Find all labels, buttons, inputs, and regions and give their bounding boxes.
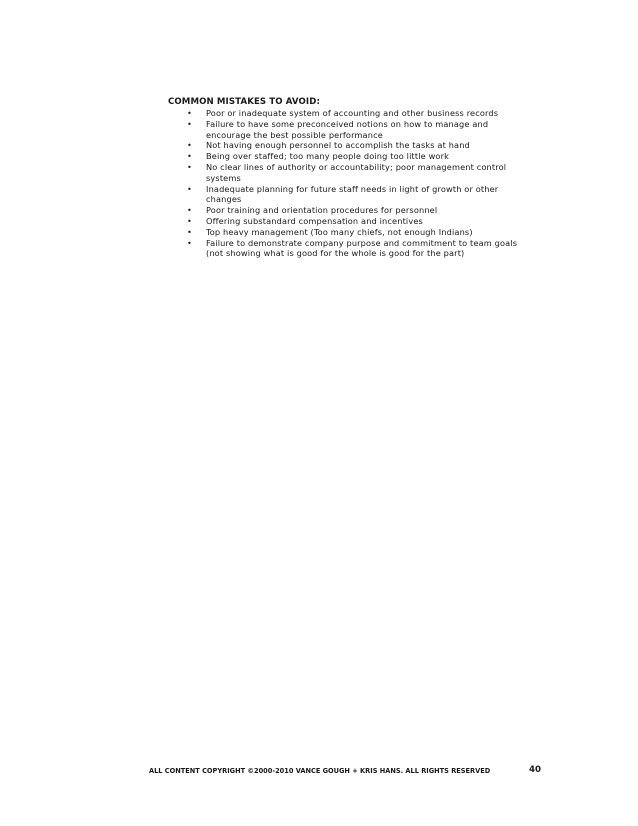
page-number: 40 xyxy=(529,765,541,775)
bullet-icon: • xyxy=(187,140,192,151)
list-item-line: Poor or inadequate system of accounting and other business records xyxy=(206,108,499,118)
bullet-icon: • xyxy=(187,226,192,237)
list-item-line: Top heavy management (Too many chiefs, not enough Indians) xyxy=(206,226,473,237)
page-content xyxy=(168,97,548,259)
bullet-icon: • xyxy=(187,161,192,172)
bullet-icon: • xyxy=(187,237,192,248)
copyright-notice: ALL CONTENT COPYRIGHT ©2000-2010 VANCE GOUGH + KRIS HANS. ALL RIGHTS RESERVED xyxy=(149,767,491,775)
bullet-icon: • xyxy=(187,108,192,118)
list-item xyxy=(168,119,548,141)
list-item-line: systems xyxy=(206,172,241,183)
list-item xyxy=(168,108,548,119)
list-item-line: Not having enough personnel to accomplish the tasks at hand xyxy=(206,140,470,151)
list-item-line: Being over staffed; too many people doing too little work xyxy=(206,151,449,162)
list-item xyxy=(168,140,548,151)
list-item xyxy=(168,227,548,238)
list-item xyxy=(168,216,548,227)
list-item-line: No clear lines of authority or accountability; poor management control xyxy=(206,161,507,172)
bullet-icon: • xyxy=(187,151,192,162)
list-item xyxy=(168,205,548,216)
list-item-line: Failure to have some preconceived notions on how to manage and xyxy=(206,118,489,129)
list-item-line: (not showing what is good for the whole is good for the part) xyxy=(206,248,465,259)
bullet-icon: • xyxy=(187,183,192,194)
section-heading: COMMON MISTAKES TO AVOID: xyxy=(168,97,320,107)
list-item xyxy=(168,162,548,184)
list-item-line: changes xyxy=(206,194,242,205)
list-item-line: encourage the best possible performance xyxy=(206,129,383,140)
bullet-icon: • xyxy=(187,205,192,216)
list-item xyxy=(168,238,548,260)
list-item xyxy=(168,184,548,206)
list-item xyxy=(168,151,548,162)
list-item-line: Failure to demonstrate company purpose and commitment to team goals xyxy=(206,237,518,248)
list-item-line: Inadequate planning for future staff needs in light of growth or other xyxy=(206,183,499,194)
bullet-icon: • xyxy=(187,118,192,129)
list-item-line: Offering substandard compensation and incentives xyxy=(206,215,423,226)
bullet-icon: • xyxy=(187,215,192,226)
list-item-line: Poor training and orientation procedures for personnel xyxy=(206,205,438,216)
mistakes-list xyxy=(168,108,548,259)
